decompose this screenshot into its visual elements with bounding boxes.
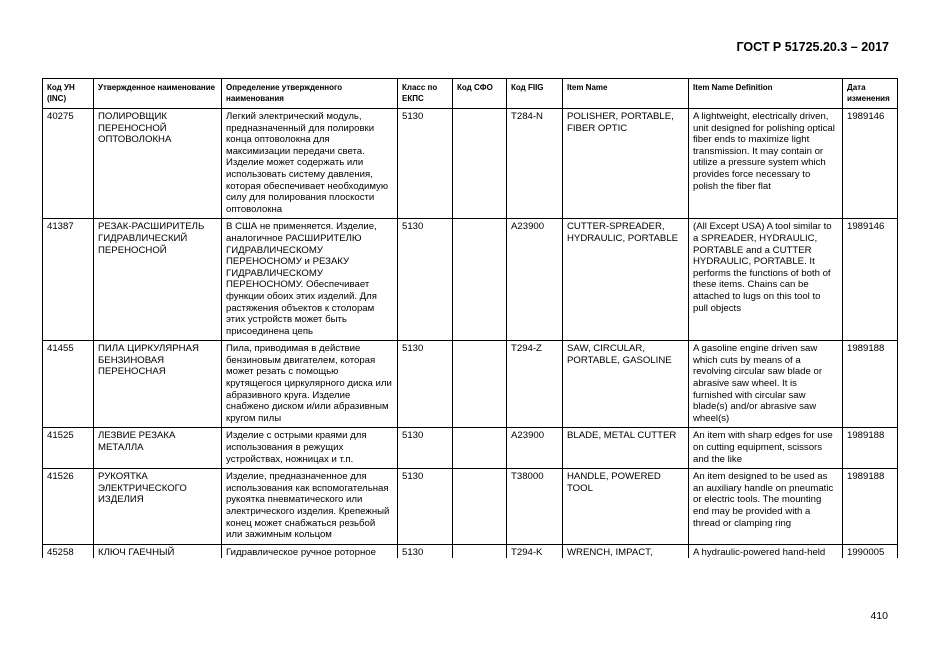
table-row bbox=[43, 109, 898, 219]
header-name-ru: Утвержденное наименование bbox=[94, 79, 222, 109]
cell-date: 1989188 bbox=[843, 341, 898, 428]
cell-sfo bbox=[453, 219, 507, 341]
header-item-name: Item Name bbox=[563, 79, 689, 109]
header-class: Класс по ЕКПС bbox=[398, 79, 453, 109]
cell-inc: 41455 bbox=[43, 341, 94, 428]
cell-definition-ru: Изделие, предназначенное для использования как вспомогательная рукоятка пневматического или электрического изделия. Крепежный конец может снабжаться резьбой или зажимным кольцом bbox=[222, 469, 398, 545]
item-name-table bbox=[42, 78, 898, 558]
cell-fiig: A23900 bbox=[507, 428, 563, 469]
header-item-definition: Item Name Definition bbox=[689, 79, 843, 109]
cell-item-definition: (All Except USA) A tool similar to a SPREADER, HYDRAULIC, PORTABLE and a CUTTER HYDRAULIC, PORTABLE. It performs the functions of both of these items. Chains can be attached to lugs on this tool to pull objects bbox=[689, 219, 843, 341]
header-inc: Код УН (INC) bbox=[43, 79, 94, 109]
cell-class: 5130 bbox=[398, 341, 453, 428]
standard-designation: ГОСТ Р 51725.20.3 – 2017 bbox=[736, 40, 889, 54]
cell-class: 5130 bbox=[398, 544, 453, 558]
cell-item-name: HANDLE, POWERED TOOL bbox=[563, 469, 689, 545]
cell-inc: 40275 bbox=[43, 109, 94, 219]
cell-inc: 45258 bbox=[43, 544, 94, 558]
cell-date: 1989188 bbox=[843, 428, 898, 469]
cell-sfo bbox=[453, 544, 507, 558]
cell-class: 5130 bbox=[398, 109, 453, 219]
cell-item-name: WRENCH, IMPACT, bbox=[563, 544, 689, 558]
cell-inc: 41526 bbox=[43, 469, 94, 545]
cell-sfo bbox=[453, 341, 507, 428]
cell-item-name: CUTTER-SPREADER, HYDRAULIC, PORTABLE bbox=[563, 219, 689, 341]
cell-sfo bbox=[453, 109, 507, 219]
header-date: Дата изменения bbox=[843, 79, 898, 109]
table-row bbox=[43, 341, 898, 428]
page-number: 410 bbox=[870, 610, 888, 622]
cell-date: 1990005 bbox=[843, 544, 898, 558]
cell-inc: 41387 bbox=[43, 219, 94, 341]
table-row bbox=[43, 469, 898, 545]
cell-class: 5130 bbox=[398, 219, 453, 341]
cell-item-name: SAW, CIRCULAR, PORTABLE, GASOLINE bbox=[563, 341, 689, 428]
table-row bbox=[43, 219, 898, 341]
cell-item-definition: A hydraulic-powered hand-held bbox=[689, 544, 843, 558]
table-header-row bbox=[43, 79, 898, 109]
cell-item-name: POLISHER, PORTABLE, FIBER OPTIC bbox=[563, 109, 689, 219]
cell-fiig: T294-Z bbox=[507, 341, 563, 428]
cell-name-ru: ПИЛА ЦИРКУЛЯРНАЯ БЕНЗИНОВАЯ ПЕРЕНОСНАЯ bbox=[94, 341, 222, 428]
cell-name-ru: КЛЮЧ ГАЕЧНЫЙ bbox=[94, 544, 222, 558]
cell-definition-ru: Изделие с острыми краями для использования в режущих устройствах, ножницах и т.п. bbox=[222, 428, 398, 469]
cell-fiig: A23900 bbox=[507, 219, 563, 341]
cell-class: 5130 bbox=[398, 428, 453, 469]
cell-item-name: BLADE, METAL CUTTER bbox=[563, 428, 689, 469]
cell-name-ru: РУКОЯТКА ЭЛЕКТРИЧЕСКОГО ИЗДЕЛИЯ bbox=[94, 469, 222, 545]
cell-fiig: T284-N bbox=[507, 109, 563, 219]
cell-date: 1989188 bbox=[843, 469, 898, 545]
cell-definition-ru: В США не применяется. Изделие, аналогичное РАСШИРИТЕЛЮ ГИДРАВЛИЧЕСКОМУ ПЕРЕНОСНОМУ и РЕЗАКУ ГИДРАВЛИЧЕСКОМУ ПЕРЕНОСНОМУ. Обеспечивает функции обоих этих изделий. Для растяжения объектов к столорам этих устройств может быть присоединена цепь bbox=[222, 219, 398, 341]
cell-fiig: T294-K bbox=[507, 544, 563, 558]
header-sfo: Код СФО bbox=[453, 79, 507, 109]
cell-item-definition: A lightweight, electrically driven, unit designed for polishing optical fiber ends to maximize light transmission. It may contain or utilize a pressure system which provides force necessary to polish the fiber flat bbox=[689, 109, 843, 219]
cell-fiig: T38000 bbox=[507, 469, 563, 545]
cell-name-ru: ПОЛИРОВЩИК ПЕРЕНОСНОЙ ОПТОВОЛОКНА bbox=[94, 109, 222, 219]
cell-sfo bbox=[453, 428, 507, 469]
cell-item-definition: An item with sharp edges for use on cutting equipment, scissors and the like bbox=[689, 428, 843, 469]
table-row bbox=[43, 428, 898, 469]
cell-item-definition: A gasoline engine driven saw which cuts by means of a revolving circular saw blade or abrasive saw wheel. It is furnished with circular saw blade(s) and/or abrasive saw wheel(s) bbox=[689, 341, 843, 428]
header-fiig: Код FIIG bbox=[507, 79, 563, 109]
cell-name-ru: ЛЕЗВИЕ РЕЗАКА МЕТАЛЛА bbox=[94, 428, 222, 469]
cell-definition-ru: Пила, приводимая в действие бензиновым двигателем, которая может резать с помощью крутящегося циркулярного диска или абразивного круга. Изделие снабжено диском и/или абразивным кругом пилы bbox=[222, 341, 398, 428]
cell-class: 5130 bbox=[398, 469, 453, 545]
cell-date: 1989146 bbox=[843, 219, 898, 341]
cell-item-definition: An item designed to be used as an auxiliary handle on pneumatic or electric tools. The mounting end may be provided with a thread or clamping ring bbox=[689, 469, 843, 545]
cell-definition-ru: Гидравлическое ручное роторное bbox=[222, 544, 398, 558]
cell-definition-ru: Легкий электрический модуль, предназначенный для полировки конца оптоволокна для максимизации передачи света. Изделие может содержать или использовать систему давления, которая обеспечивает необходимую силу для полирования плоскости оптоволокна bbox=[222, 109, 398, 219]
header-definition-ru: Определение утвержденного наименования bbox=[222, 79, 398, 109]
cell-sfo bbox=[453, 469, 507, 545]
cell-name-ru: РЕЗАК-РАСШИРИТЕЛЬ ГИДРАВЛИЧЕСКИЙ ПЕРЕНОСНОЙ bbox=[94, 219, 222, 341]
cell-date: 1989146 bbox=[843, 109, 898, 219]
table-row bbox=[43, 544, 898, 558]
cell-inc: 41525 bbox=[43, 428, 94, 469]
